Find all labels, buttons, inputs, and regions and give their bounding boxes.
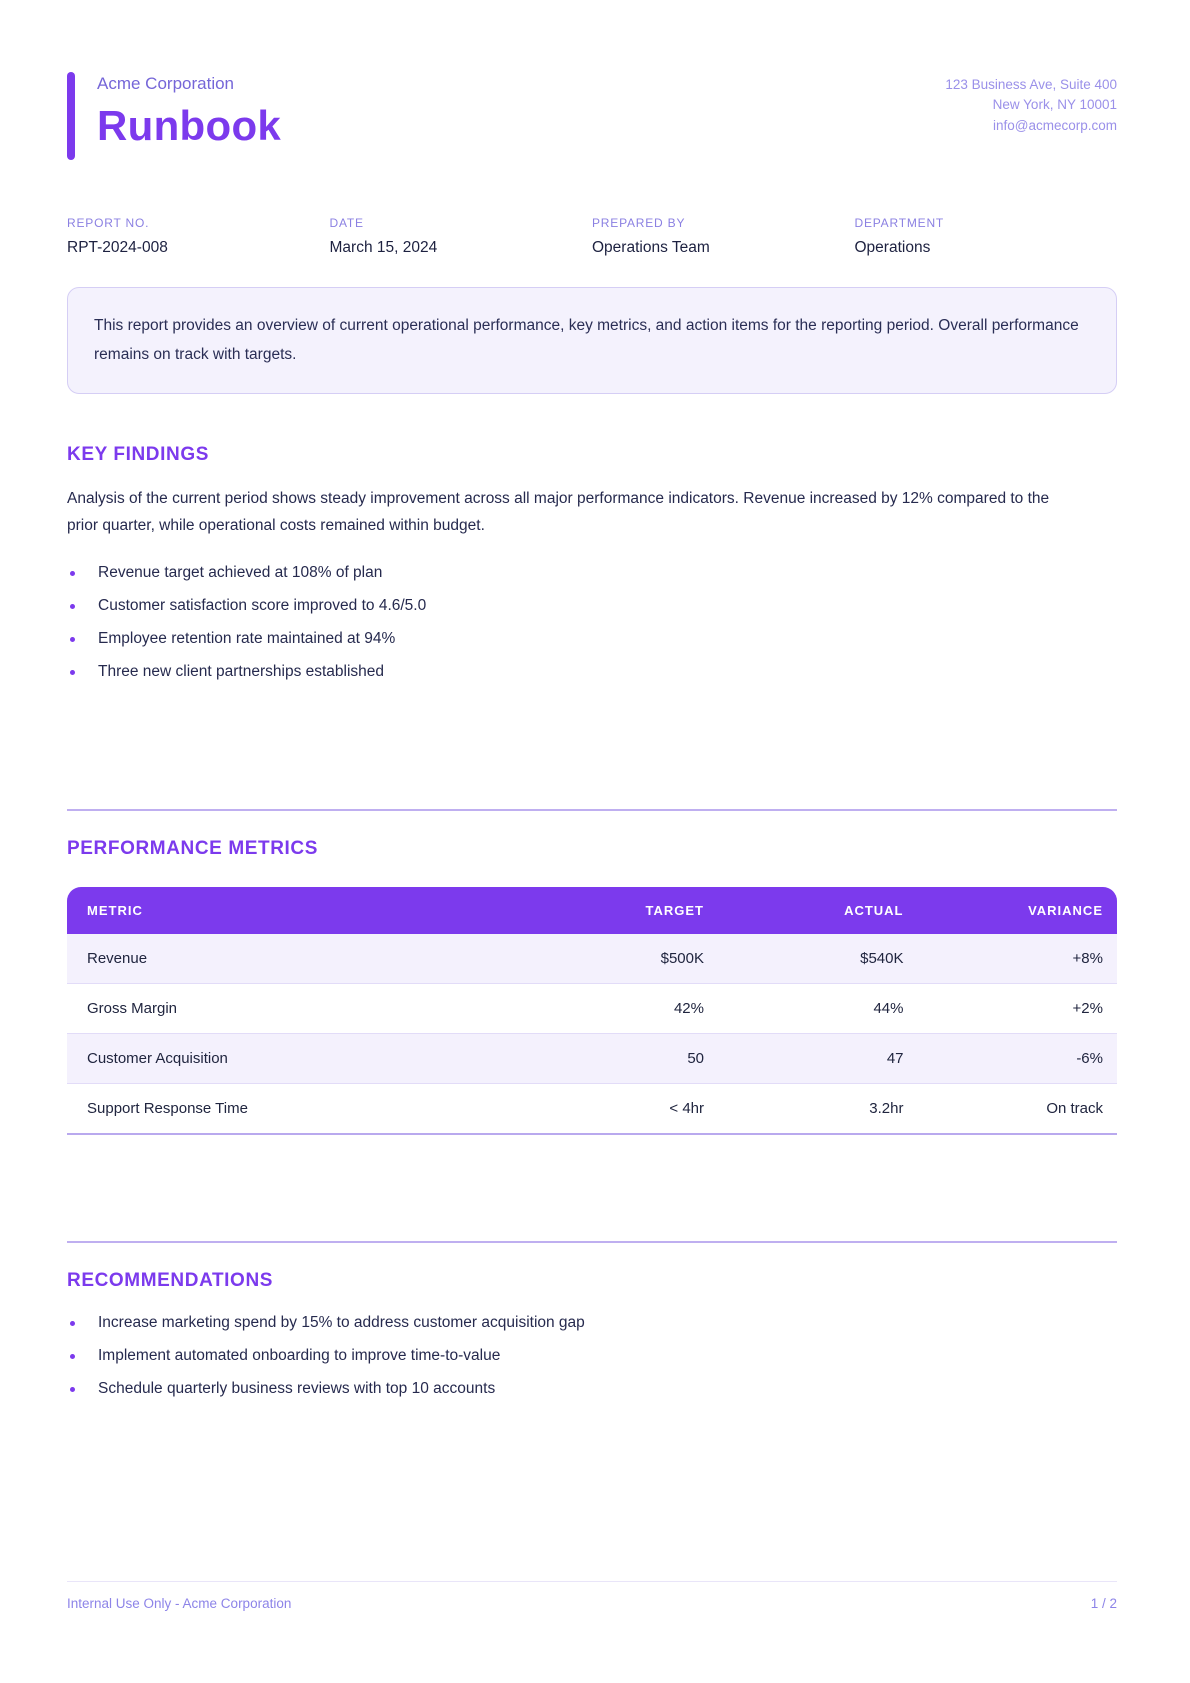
bullet-icon — [70, 1321, 75, 1326]
cell-metric: Gross Margin — [67, 984, 519, 1034]
address-line: 123 Business Ave, Suite 400 — [945, 77, 1117, 92]
key-findings-paragraph: Analysis of the current period shows steady improvement across all major performance indicators. Revenue increased by 12% compared to the prior quarter, while operational costs remained within budget. — [67, 490, 1050, 535]
bullet-icon — [70, 604, 75, 609]
address-line: info@acmecorp.com — [993, 117, 1117, 133]
column-header-actual: ACTUAL — [718, 887, 918, 934]
page-footer — [67, 1581, 1117, 1611]
cell-target: $500K — [519, 934, 719, 984]
performance-metrics-heading: PERFORMANCE METRICS — [67, 837, 319, 859]
list-item-text: Revenue target achieved at 108% of plan — [98, 563, 383, 581]
page-number: 1 / 2 — [1090, 1596, 1117, 1611]
metrics-table-header — [67, 887, 1117, 934]
list-item — [67, 663, 1117, 681]
key-findings-heading: KEY FINDINGS — [67, 444, 209, 466]
address-line: New York, NY 10001 — [992, 97, 1117, 113]
meta-field — [592, 216, 855, 257]
list-item-text: Schedule quarterly business reviews with top 10 accounts — [98, 1379, 496, 1397]
page-title: Runbook — [97, 102, 282, 149]
meta-field — [67, 216, 330, 257]
list-item-text: Increase marketing spend by 15% to address customer acquisition gap — [98, 1313, 585, 1331]
table-row — [67, 934, 1117, 984]
recommendations-heading: RECOMMENDATIONS — [67, 1269, 274, 1291]
meta-field — [330, 216, 593, 257]
table-row — [67, 984, 1117, 1034]
recommendations-list — [67, 1314, 1117, 1398]
cell-variance: +2% — [918, 984, 1118, 1034]
cell-variance: On track — [918, 1084, 1118, 1135]
column-header-variance: VARIANCE — [918, 887, 1118, 934]
bullet-icon — [70, 1387, 75, 1392]
meta-label: DEPARTMENT — [854, 216, 945, 230]
metrics-table — [67, 887, 1117, 1135]
meta-field — [855, 216, 1118, 257]
list-item — [67, 597, 1117, 615]
cell-actual: 47 — [718, 1034, 918, 1084]
brand-block — [67, 72, 281, 160]
list-item-text: Implement automated onboarding to improve time-to-value — [98, 1346, 501, 1364]
cell-variance: +8% — [918, 934, 1118, 984]
footer-note: Internal Use Only - Acme Corporation — [67, 1596, 292, 1611]
cell-metric: Revenue — [67, 934, 519, 984]
list-item-text: Employee retention rate maintained at 94% — [98, 629, 396, 647]
list-item — [67, 564, 1117, 582]
meta-value: Operations Team — [592, 239, 710, 256]
cell-metric: Support Response Time — [67, 1084, 519, 1135]
column-header-target: TARGET — [519, 887, 719, 934]
meta-label: PREPARED BY — [592, 216, 686, 230]
cell-actual: 44% — [718, 984, 918, 1034]
list-item — [67, 1380, 1117, 1398]
bullet-icon — [70, 637, 75, 642]
report-meta — [67, 216, 1117, 257]
metrics-table-body — [67, 934, 1117, 1135]
cell-target: < 4hr — [519, 1084, 719, 1135]
cell-metric: Customer Acquisition — [67, 1034, 519, 1084]
cell-target: 42% — [519, 984, 719, 1034]
section-divider — [67, 1241, 1117, 1243]
list-item-text: Three new client partnerships established — [98, 662, 385, 680]
accent-bar — [67, 72, 75, 160]
company-address — [945, 72, 1117, 136]
list-item — [67, 1314, 1117, 1332]
bullet-icon — [70, 670, 75, 675]
cell-variance: -6% — [918, 1034, 1118, 1084]
bullet-icon — [70, 571, 75, 576]
table-row — [67, 1084, 1117, 1135]
list-item — [67, 630, 1117, 648]
brand-text — [97, 72, 281, 160]
meta-value: RPT-2024-008 — [67, 239, 168, 256]
summary-box — [67, 287, 1117, 394]
cell-target: 50 — [519, 1034, 719, 1084]
cell-actual: $540K — [718, 934, 918, 984]
cell-actual: 3.2hr — [718, 1084, 918, 1135]
meta-label: REPORT NO. — [67, 216, 150, 230]
list-item — [67, 1347, 1117, 1365]
list-item-text: Customer satisfaction score improved to 4.6/5.0 — [98, 596, 427, 614]
key-findings-list — [67, 564, 1117, 681]
section-divider — [67, 809, 1117, 811]
summary-text: This report provides an overview of current operational performance, key metrics, and action items for the reporting period. Overall performance remains on track with targets. — [94, 317, 1079, 363]
meta-label: DATE — [329, 216, 364, 230]
column-header-metric: METRIC — [67, 887, 519, 934]
table-row — [67, 1034, 1117, 1084]
report-header — [67, 72, 1117, 160]
meta-value: Operations — [854, 239, 931, 256]
bullet-icon — [70, 1354, 75, 1359]
meta-value: March 15, 2024 — [329, 239, 438, 256]
company-name: Acme Corporation — [97, 74, 235, 93]
